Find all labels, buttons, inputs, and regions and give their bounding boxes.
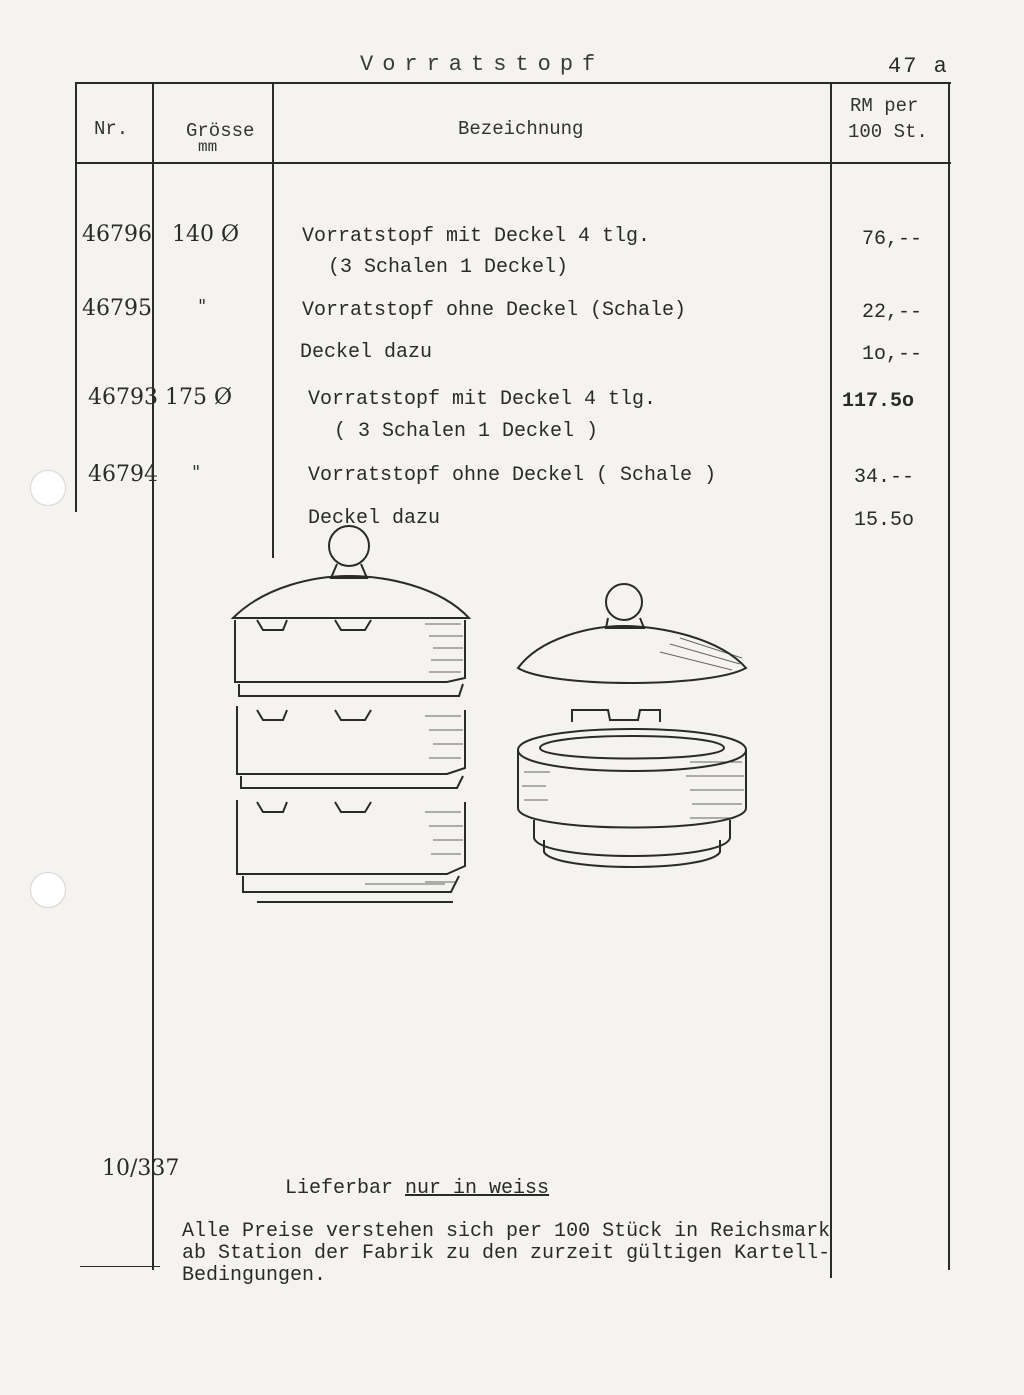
table-row-2-description: Vorratstopf ohne Deckel (Schale) bbox=[302, 299, 687, 322]
table-row-1-size: 140 Ø bbox=[172, 222, 240, 247]
table-row-4-price: 117.5o bbox=[842, 390, 915, 413]
punch-hole-bottom bbox=[30, 872, 66, 908]
table-row-4-description-detail: ( 3 Schalen 1 Deckel ) bbox=[334, 420, 599, 443]
size-column-rule bbox=[272, 82, 274, 558]
table-row-4-size: 175 Ø bbox=[165, 385, 233, 410]
table-row-5-price: 34.-- bbox=[854, 466, 915, 489]
column-header-size-unit: mm bbox=[198, 138, 218, 156]
column-header-description: Bezeichnung bbox=[458, 118, 584, 140]
table-row-6-description: Deckel dazu bbox=[308, 507, 441, 530]
column-header-price-unit: 100 St. bbox=[848, 121, 928, 143]
catalogue-code: 10/337 bbox=[102, 1156, 180, 1181]
page-number: 47 a bbox=[888, 54, 949, 79]
nr-column-rule bbox=[152, 82, 154, 1270]
table-row-1-price: 76,-- bbox=[862, 228, 923, 251]
availability-prefix: Lieferbar bbox=[285, 1177, 406, 1200]
column-header-size: Grösse bbox=[186, 120, 255, 142]
table-left-rule bbox=[75, 82, 77, 512]
table-row-2-price: 22,-- bbox=[862, 301, 923, 324]
table-row-3-description: Deckel dazu bbox=[300, 341, 433, 364]
table-row-1-description: Vorratstopf mit Deckel 4 tlg. bbox=[302, 225, 651, 248]
table-row-4-nr: 46793 bbox=[88, 385, 158, 410]
table-row-3-price: 1o,-- bbox=[862, 343, 923, 366]
table-row-2-size: " bbox=[198, 296, 207, 317]
price-column-rule bbox=[830, 82, 832, 1278]
punch-hole-top bbox=[30, 470, 66, 506]
table-top-rule bbox=[75, 82, 951, 84]
page-title: Vorratstopf bbox=[360, 52, 605, 77]
table-right-rule bbox=[948, 82, 950, 1270]
stacked-pots-illustration bbox=[225, 520, 485, 910]
availability-note bbox=[285, 1178, 549, 1200]
column-header-price: RM per bbox=[850, 95, 919, 117]
terms-line-2: ab Station der Fabrik zu den zurzeit gültigen Kartell- bbox=[182, 1242, 831, 1265]
pot-and-lid-illustration bbox=[510, 572, 760, 882]
table-row-2-nr: 46795 bbox=[82, 296, 152, 321]
terms-line-3: Bedingungen. bbox=[182, 1264, 327, 1287]
table-row-1-nr: 46796 bbox=[82, 222, 152, 247]
terms-line-1: Alle Preise verstehen sich per 100 Stück in Reichsmark bbox=[182, 1220, 831, 1243]
footer-rule bbox=[80, 1266, 160, 1267]
header-bottom-rule bbox=[75, 162, 951, 164]
column-header-nr: Nr. bbox=[94, 118, 129, 140]
availability-emphasis: nur in weiss bbox=[405, 1177, 550, 1200]
table-row-1-description-detail: (3 Schalen 1 Deckel) bbox=[328, 256, 569, 279]
table-row-6-price: 15.5o bbox=[854, 509, 915, 532]
table-row-5-description: Vorratstopf ohne Deckel ( Schale ) bbox=[308, 464, 717, 487]
table-row-5-nr: 46794 bbox=[88, 462, 158, 487]
table-row-4-description: Vorratstopf mit Deckel 4 tlg. bbox=[308, 388, 657, 411]
table-row-5-size: " bbox=[192, 462, 201, 483]
